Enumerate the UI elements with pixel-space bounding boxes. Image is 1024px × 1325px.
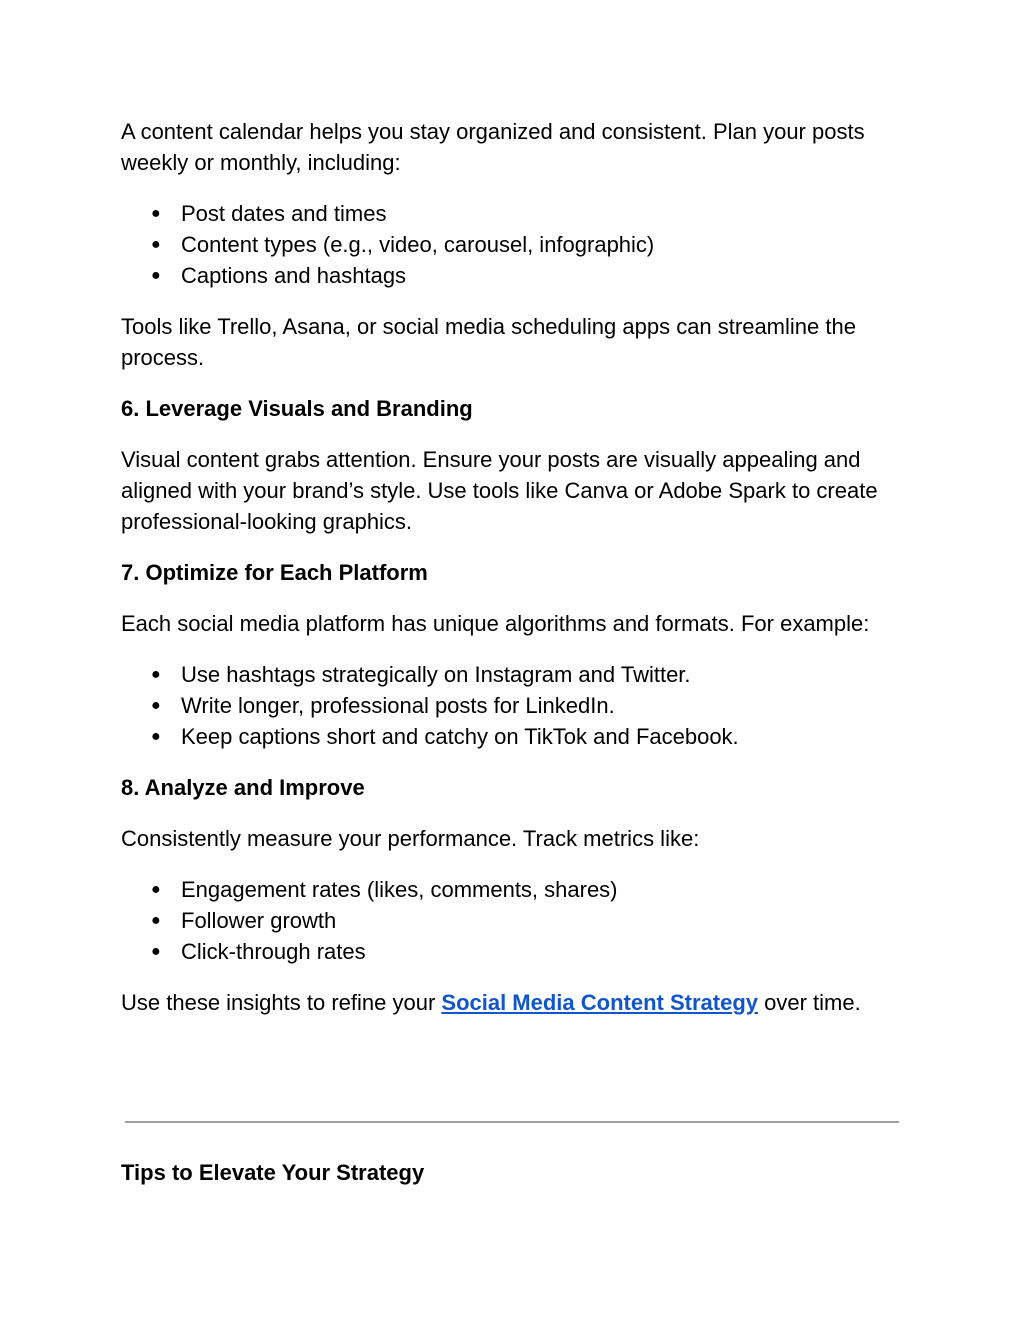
section-6-heading: 6. Leverage Visuals and Branding	[121, 396, 473, 421]
section-7-paragraph: Each social media platform has unique algorithms and formats. For example:	[121, 611, 870, 636]
section-6-paragraph: Visual content grabs attention. Ensure your posts are visually appealing and aligned with your brand’s style. Use tools like Canva or Adobe Spark to create professional-looking graphics.	[121, 447, 878, 534]
list-item: ● Content types (e.g., video, carousel, infographic)	[121, 229, 911, 260]
bullet-icon: ●	[151, 267, 161, 284]
list-item: ● Keep captions short and catchy on TikTok and Facebook.	[121, 721, 911, 752]
section-8-heading: 8. Analyze and Improve	[121, 775, 365, 800]
section-8-paragraph: Consistently measure your performance. Track metrics like:	[121, 826, 700, 851]
document-body	[121, 116, 911, 1038]
bullet-icon: ●	[151, 943, 161, 960]
closing-paragraph: Use these insights to refine your Social Media Content Strategy over time.	[121, 990, 861, 1015]
bullet-icon: ●	[151, 205, 161, 222]
horizontal-divider	[125, 1121, 899, 1123]
bullet-icon: ●	[151, 236, 161, 253]
list-item: ● Click-through rates	[121, 936, 911, 967]
section-7-heading: 7. Optimize for Each Platform	[121, 560, 428, 585]
intro-bullet-list	[121, 198, 911, 291]
tips-heading: Tips to Elevate Your Strategy	[121, 1160, 425, 1185]
list-item: ● Use hashtags strategically on Instagram and Twitter.	[121, 659, 911, 690]
bullet-icon: ●	[151, 881, 161, 898]
intro-paragraph: A content calendar helps you stay organized and consistent. Plan your posts weekly or monthly, including:	[121, 119, 865, 175]
list-item: ● Post dates and times	[121, 198, 911, 229]
list-item: ● Engagement rates (likes, comments, shares)	[121, 874, 911, 905]
list-item: ● Write longer, professional posts for LinkedIn.	[121, 690, 911, 721]
list-item: ● Captions and hashtags	[121, 260, 911, 291]
bullet-icon: ●	[151, 728, 161, 745]
strategy-link[interactable]: Social Media Content Strategy	[441, 990, 759, 1015]
bullet-icon: ●	[151, 912, 161, 929]
list-item: ● Follower growth	[121, 905, 911, 936]
bullet-icon: ●	[151, 697, 161, 714]
section-7-bullet-list	[121, 659, 911, 752]
section-8-bullet-list	[121, 874, 911, 967]
bullet-icon: ●	[151, 666, 161, 683]
tools-paragraph: Tools like Trello, Asana, or social media scheduling apps can streamline the process.	[121, 314, 856, 370]
